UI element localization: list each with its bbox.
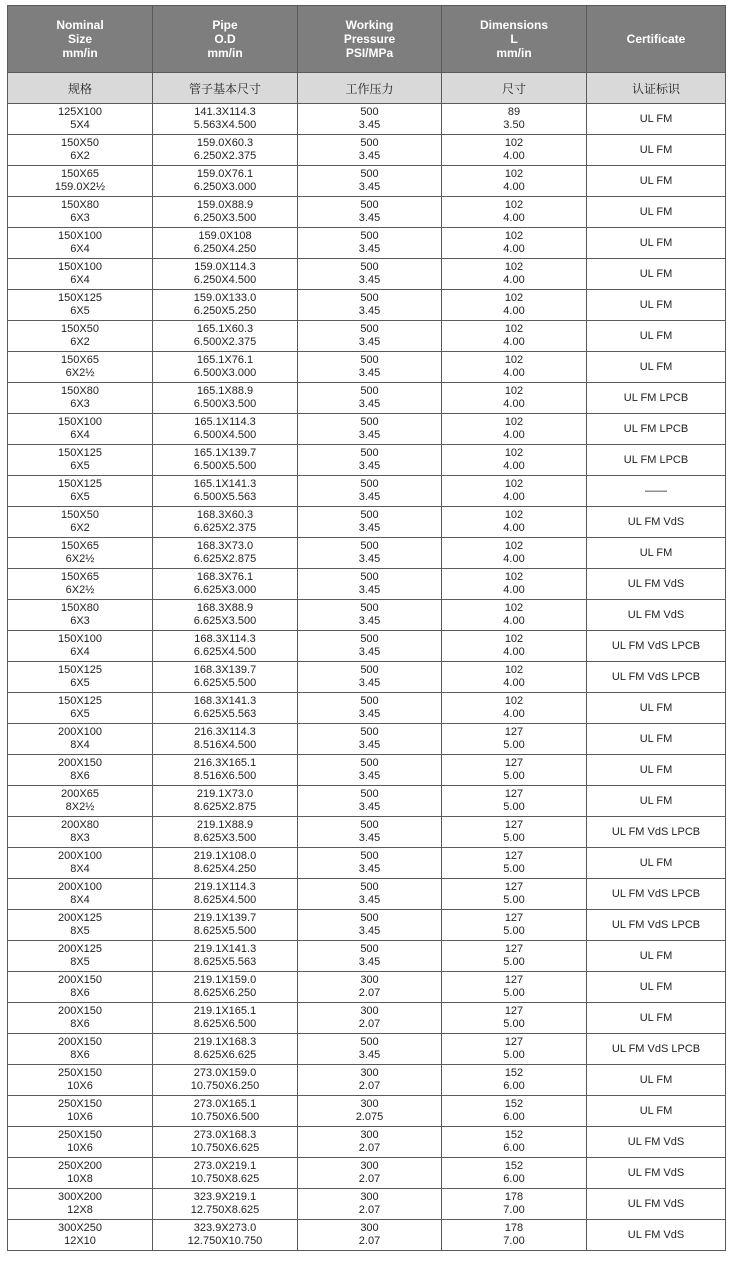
cell-pipe-od: 219.1X88.9 8.625X3.500	[153, 817, 298, 848]
table-row	[8, 1065, 726, 1096]
cell-dimensions: 102 4.00	[442, 197, 587, 228]
table-row	[8, 1096, 726, 1127]
cell-certificate: UL FM	[587, 135, 726, 166]
cell-dimensions: 89 3.50	[442, 104, 587, 135]
cell-certificate: UL FM	[587, 1003, 726, 1034]
cell-working-pressure: 300 2.075	[298, 1096, 442, 1127]
table-row	[8, 631, 726, 662]
cell-pipe-od: 219.1X73.0 8.625X2.875	[153, 786, 298, 817]
cell-certificate: UL FM VdS LPCB	[587, 1034, 726, 1065]
cell-working-pressure: 500 3.45	[298, 259, 442, 290]
cell-pipe-od: 273.0X168.3 10.750X6.625	[153, 1127, 298, 1158]
header-nominal-size: Nominal Size mm/in	[8, 6, 153, 73]
cell-dimensions: 102 4.00	[442, 631, 587, 662]
cell-dimensions: 102 4.00	[442, 259, 587, 290]
cell-pipe-od: 168.3X76.1 6.625X3.000	[153, 569, 298, 600]
cell-nominal-size: 200X100 8X4	[8, 724, 153, 755]
cell-dimensions: 102 4.00	[442, 445, 587, 476]
cell-nominal-size: 150X65 6X2½	[8, 352, 153, 383]
cell-working-pressure: 500 3.45	[298, 197, 442, 228]
cell-pipe-od: 323.9X219.1 12.750X8.625	[153, 1189, 298, 1220]
table-row	[8, 1003, 726, 1034]
table-row	[8, 569, 726, 600]
cell-pipe-od: 165.1X60.3 6.500X2.375	[153, 321, 298, 352]
cell-nominal-size: 200X65 8X2½	[8, 786, 153, 817]
table-row	[8, 724, 726, 755]
cell-dimensions: 127 5.00	[442, 817, 587, 848]
cell-certificate: UL FM	[587, 538, 726, 569]
cell-pipe-od: 323.9X273.0 12.750X10.750	[153, 1220, 298, 1251]
cell-nominal-size: 200X150 8X6	[8, 972, 153, 1003]
cell-nominal-size: 250X200 10X8	[8, 1158, 153, 1189]
cell-working-pressure: 500 3.45	[298, 879, 442, 910]
cell-working-pressure: 500 3.45	[298, 662, 442, 693]
cell-nominal-size: 200X150 8X6	[8, 1034, 153, 1065]
table-row	[8, 259, 726, 290]
cell-working-pressure: 500 3.45	[298, 445, 442, 476]
header-dimensions: Dimensions L mm/in	[442, 6, 587, 73]
cell-nominal-size: 150X125 6X5	[8, 662, 153, 693]
header-certificate: Certificate	[587, 6, 726, 73]
cell-dimensions: 102 4.00	[442, 228, 587, 259]
cell-dimensions: 127 5.00	[442, 972, 587, 1003]
cell-dimensions: 178 7.00	[442, 1189, 587, 1220]
cell-certificate: UL FM VdS	[587, 1127, 726, 1158]
table-row	[8, 817, 726, 848]
cell-nominal-size: 300X200 12X8	[8, 1189, 153, 1220]
header-pipe-od: Pipe O.D mm/in	[153, 6, 298, 73]
cell-pipe-od: 216.3X165.1 8.516X6.500	[153, 755, 298, 786]
cell-nominal-size: 150X125 6X5	[8, 290, 153, 321]
cell-working-pressure: 500 3.45	[298, 755, 442, 786]
cell-certificate: UL FM VdS	[587, 600, 726, 631]
cell-working-pressure: 300 2.07	[298, 1003, 442, 1034]
cell-nominal-size: 125X100 5X4	[8, 104, 153, 135]
cell-nominal-size: 150X125 6X5	[8, 445, 153, 476]
cell-working-pressure: 500 3.45	[298, 321, 442, 352]
cell-nominal-size: 200X150 8X6	[8, 755, 153, 786]
cell-certificate: UL FM	[587, 166, 726, 197]
cell-working-pressure: 500 3.45	[298, 383, 442, 414]
cell-working-pressure: 500 3.45	[298, 166, 442, 197]
cell-nominal-size: 150X100 6X4	[8, 228, 153, 259]
cell-nominal-size: 150X65 6X2½	[8, 538, 153, 569]
cell-certificate: UL FM VdS LPCB	[587, 817, 726, 848]
cell-certificate: UL FM	[587, 941, 726, 972]
cell-dimensions: 102 4.00	[442, 538, 587, 569]
cell-certificate: UL FM	[587, 848, 726, 879]
cell-pipe-od: 165.1X141.3 6.500X5.563	[153, 476, 298, 507]
cell-dimensions: 127 5.00	[442, 1034, 587, 1065]
cell-certificate: UL FM	[587, 1096, 726, 1127]
table-row	[8, 600, 726, 631]
cell-dimensions: 102 4.00	[442, 321, 587, 352]
cell-working-pressure: 500 3.45	[298, 228, 442, 259]
cell-dimensions: 102 4.00	[442, 383, 587, 414]
cell-dimensions: 102 4.00	[442, 600, 587, 631]
cell-pipe-od: 273.0X165.1 10.750X6.500	[153, 1096, 298, 1127]
cell-certificate: UL FM VdS	[587, 507, 726, 538]
cell-nominal-size: 200X125 8X5	[8, 910, 153, 941]
cell-certificate: UL FM LPCB	[587, 414, 726, 445]
cell-nominal-size: 200X125 8X5	[8, 941, 153, 972]
cell-dimensions: 127 5.00	[442, 910, 587, 941]
cell-certificate: UL FM	[587, 755, 726, 786]
table-row	[8, 228, 726, 259]
cell-nominal-size: 150X100 6X4	[8, 259, 153, 290]
cell-dimensions: 152 6.00	[442, 1096, 587, 1127]
table-row	[8, 507, 726, 538]
cell-dimensions: 152 6.00	[442, 1158, 587, 1189]
table-row	[8, 879, 726, 910]
cell-working-pressure: 500 3.45	[298, 507, 442, 538]
cell-nominal-size: 150X65 6X2½	[8, 569, 153, 600]
table-row	[8, 352, 726, 383]
table-row	[8, 414, 726, 445]
cell-certificate: UL FM	[587, 972, 726, 1003]
cell-pipe-od: 168.3X73.0 6.625X2.875	[153, 538, 298, 569]
cell-certificate: UL FM VdS	[587, 569, 726, 600]
cell-nominal-size: 250X150 10X6	[8, 1065, 153, 1096]
cell-working-pressure: 500 3.45	[298, 817, 442, 848]
table-row	[8, 693, 726, 724]
table-row	[8, 476, 726, 507]
cell-pipe-od: 159.0X88.9 6.250X3.500	[153, 197, 298, 228]
cell-nominal-size: 150X50 6X2	[8, 135, 153, 166]
cell-certificate: UL FM	[587, 724, 726, 755]
cell-dimensions: 102 4.00	[442, 135, 587, 166]
cell-nominal-size: 150X125 6X5	[8, 693, 153, 724]
cell-certificate: UL FM VdS	[587, 1220, 726, 1251]
cell-dimensions: 102 4.00	[442, 290, 587, 321]
cell-nominal-size: 250X150 10X6	[8, 1096, 153, 1127]
cell-working-pressure: 500 3.45	[298, 569, 442, 600]
table-row	[8, 910, 726, 941]
cell-certificate: UL FM	[587, 1065, 726, 1096]
table-row	[8, 445, 726, 476]
cell-dimensions: 102 4.00	[442, 166, 587, 197]
cell-dimensions: 127 5.00	[442, 786, 587, 817]
cell-dimensions: 102 4.00	[442, 662, 587, 693]
cell-certificate: UL FM LPCB	[587, 383, 726, 414]
header-cn-pressure: 工作压力	[298, 73, 442, 104]
cell-nominal-size: 200X80 8X3	[8, 817, 153, 848]
spec-table-body	[8, 104, 726, 1251]
table-row	[8, 755, 726, 786]
cell-pipe-od: 168.3X60.3 6.625X2.375	[153, 507, 298, 538]
cell-nominal-size: 250X150 10X6	[8, 1127, 153, 1158]
cell-certificate: UL FM	[587, 104, 726, 135]
header-cn-dimensions: 尺寸	[442, 73, 587, 104]
cell-pipe-od: 219.1X139.7 8.625X5.500	[153, 910, 298, 941]
cell-pipe-od: 159.0X60.3 6.250X2.375	[153, 135, 298, 166]
cell-working-pressure: 500 3.45	[298, 476, 442, 507]
cell-working-pressure: 500 3.45	[298, 600, 442, 631]
cell-certificate: UL FM VdS LPCB	[587, 879, 726, 910]
header-row-en	[8, 6, 726, 73]
cell-pipe-od: 159.0X133.0 6.250X5.250	[153, 290, 298, 321]
cell-pipe-od: 159.0X108 6.250X4.250	[153, 228, 298, 259]
cell-certificate: UL FM VdS	[587, 1158, 726, 1189]
spec-table	[7, 5, 726, 1251]
cell-working-pressure: 500 3.45	[298, 848, 442, 879]
cell-certificate: UL FM VdS LPCB	[587, 662, 726, 693]
header-working-pressure: Working Pressure PSI/MPa	[298, 6, 442, 73]
table-row	[8, 786, 726, 817]
cell-dimensions: 127 5.00	[442, 755, 587, 786]
cell-working-pressure: 500 3.45	[298, 786, 442, 817]
cell-certificate: UL FM	[587, 228, 726, 259]
table-row	[8, 1127, 726, 1158]
cell-dimensions: 102 4.00	[442, 693, 587, 724]
cell-pipe-od: 168.3X114.3 6.625X4.500	[153, 631, 298, 662]
table-row	[8, 972, 726, 1003]
cell-certificate: UL FM	[587, 786, 726, 817]
cell-nominal-size: 150X50 6X2	[8, 321, 153, 352]
table-row	[8, 321, 726, 352]
table-row	[8, 1034, 726, 1065]
cell-pipe-od: 141.3X114.3 5.563X4.500	[153, 104, 298, 135]
cell-nominal-size: 200X100 8X4	[8, 879, 153, 910]
cell-dimensions: 127 5.00	[442, 724, 587, 755]
cell-dimensions: 127 5.00	[442, 879, 587, 910]
cell-nominal-size: 200X150 8X6	[8, 1003, 153, 1034]
cell-certificate: UL FM	[587, 197, 726, 228]
cell-certificate: ——	[587, 476, 726, 507]
table-row	[8, 538, 726, 569]
cell-dimensions: 102 4.00	[442, 352, 587, 383]
cell-nominal-size: 300X250 12X10	[8, 1220, 153, 1251]
cell-nominal-size: 150X80 6X3	[8, 383, 153, 414]
table-row	[8, 848, 726, 879]
cell-working-pressure: 500 3.45	[298, 352, 442, 383]
cell-pipe-od: 168.3X88.9 6.625X3.500	[153, 600, 298, 631]
table-row	[8, 135, 726, 166]
cell-pipe-od: 219.1X108.0 8.625X4.250	[153, 848, 298, 879]
table-row	[8, 941, 726, 972]
cell-pipe-od: 219.1X141.3 8.625X5.563	[153, 941, 298, 972]
cell-dimensions: 102 4.00	[442, 414, 587, 445]
header-cn-certificate: 认证标识	[587, 73, 726, 104]
cell-certificate: UL FM VdS LPCB	[587, 631, 726, 662]
cell-nominal-size: 200X100 8X4	[8, 848, 153, 879]
table-row	[8, 290, 726, 321]
table-row	[8, 197, 726, 228]
cell-pipe-od: 165.1X139.7 6.500X5.500	[153, 445, 298, 476]
cell-dimensions: 102 4.00	[442, 507, 587, 538]
cell-dimensions: 152 6.00	[442, 1065, 587, 1096]
cell-working-pressure: 500 3.45	[298, 631, 442, 662]
cell-working-pressure: 300 2.07	[298, 972, 442, 1003]
cell-pipe-od: 165.1X76.1 6.500X3.000	[153, 352, 298, 383]
cell-dimensions: 102 4.00	[442, 569, 587, 600]
cell-pipe-od: 273.0X159.0 10.750X6.250	[153, 1065, 298, 1096]
cell-working-pressure: 500 3.45	[298, 693, 442, 724]
cell-pipe-od: 219.1X114.3 8.625X4.500	[153, 879, 298, 910]
cell-nominal-size: 150X100 6X4	[8, 414, 153, 445]
cell-pipe-od: 159.0X76.1 6.250X3.000	[153, 166, 298, 197]
table-row	[8, 1220, 726, 1251]
table-row	[8, 662, 726, 693]
table-row	[8, 383, 726, 414]
cell-nominal-size: 150X80 6X3	[8, 197, 153, 228]
cell-pipe-od: 165.1X114.3 6.500X4.500	[153, 414, 298, 445]
table-row	[8, 104, 726, 135]
cell-working-pressure: 500 3.45	[298, 538, 442, 569]
table-row	[8, 1158, 726, 1189]
cell-dimensions: 127 5.00	[442, 941, 587, 972]
cell-dimensions: 127 5.00	[442, 848, 587, 879]
cell-pipe-od: 273.0X219.1 10.750X8.625	[153, 1158, 298, 1189]
table-row	[8, 1189, 726, 1220]
cell-working-pressure: 500 3.45	[298, 414, 442, 445]
cell-dimensions: 127 5.00	[442, 1003, 587, 1034]
cell-pipe-od: 168.3X139.7 6.625X5.500	[153, 662, 298, 693]
cell-certificate: UL FM	[587, 352, 726, 383]
cell-working-pressure: 300 2.07	[298, 1158, 442, 1189]
header-cn-pipe: 管子基本尺寸	[153, 73, 298, 104]
cell-nominal-size: 150X50 6X2	[8, 507, 153, 538]
cell-pipe-od: 216.3X114.3 8.516X4.500	[153, 724, 298, 755]
cell-dimensions: 152 6.00	[442, 1127, 587, 1158]
cell-nominal-size: 150X80 6X3	[8, 600, 153, 631]
cell-working-pressure: 300 2.07	[298, 1189, 442, 1220]
cell-working-pressure: 500 3.45	[298, 135, 442, 166]
cell-nominal-size: 150X65 159.0X2½	[8, 166, 153, 197]
table-row	[8, 166, 726, 197]
header-row-cn	[8, 73, 726, 104]
cell-working-pressure: 500 3.45	[298, 910, 442, 941]
cell-certificate: UL FM	[587, 321, 726, 352]
cell-working-pressure: 300 2.07	[298, 1065, 442, 1096]
cell-certificate: UL FM LPCB	[587, 445, 726, 476]
cell-certificate: UL FM	[587, 259, 726, 290]
cell-working-pressure: 500 3.45	[298, 290, 442, 321]
cell-working-pressure: 300 2.07	[298, 1127, 442, 1158]
cell-pipe-od: 219.1X159.0 8.625X6.250	[153, 972, 298, 1003]
cell-pipe-od: 219.1X165.1 8.625X6.500	[153, 1003, 298, 1034]
cell-nominal-size: 150X125 6X5	[8, 476, 153, 507]
cell-pipe-od: 168.3X141.3 6.625X5.563	[153, 693, 298, 724]
cell-working-pressure: 500 3.45	[298, 724, 442, 755]
cell-working-pressure: 500 3.45	[298, 941, 442, 972]
cell-pipe-od: 165.1X88.9 6.500X3.500	[153, 383, 298, 414]
cell-certificate: UL FM	[587, 693, 726, 724]
header-cn-size: 规格	[8, 73, 153, 104]
cell-certificate: UL FM VdS LPCB	[587, 910, 726, 941]
cell-working-pressure: 500 3.45	[298, 1034, 442, 1065]
cell-pipe-od: 159.0X114.3 6.250X4.500	[153, 259, 298, 290]
cell-working-pressure: 500 3.45	[298, 104, 442, 135]
cell-pipe-od: 219.1X168.3 8.625X6.625	[153, 1034, 298, 1065]
cell-dimensions: 102 4.00	[442, 476, 587, 507]
cell-nominal-size: 150X100 6X4	[8, 631, 153, 662]
cell-working-pressure: 300 2.07	[298, 1220, 442, 1251]
cell-certificate: UL FM VdS	[587, 1189, 726, 1220]
cell-certificate: UL FM	[587, 290, 726, 321]
cell-dimensions: 178 7.00	[442, 1220, 587, 1251]
